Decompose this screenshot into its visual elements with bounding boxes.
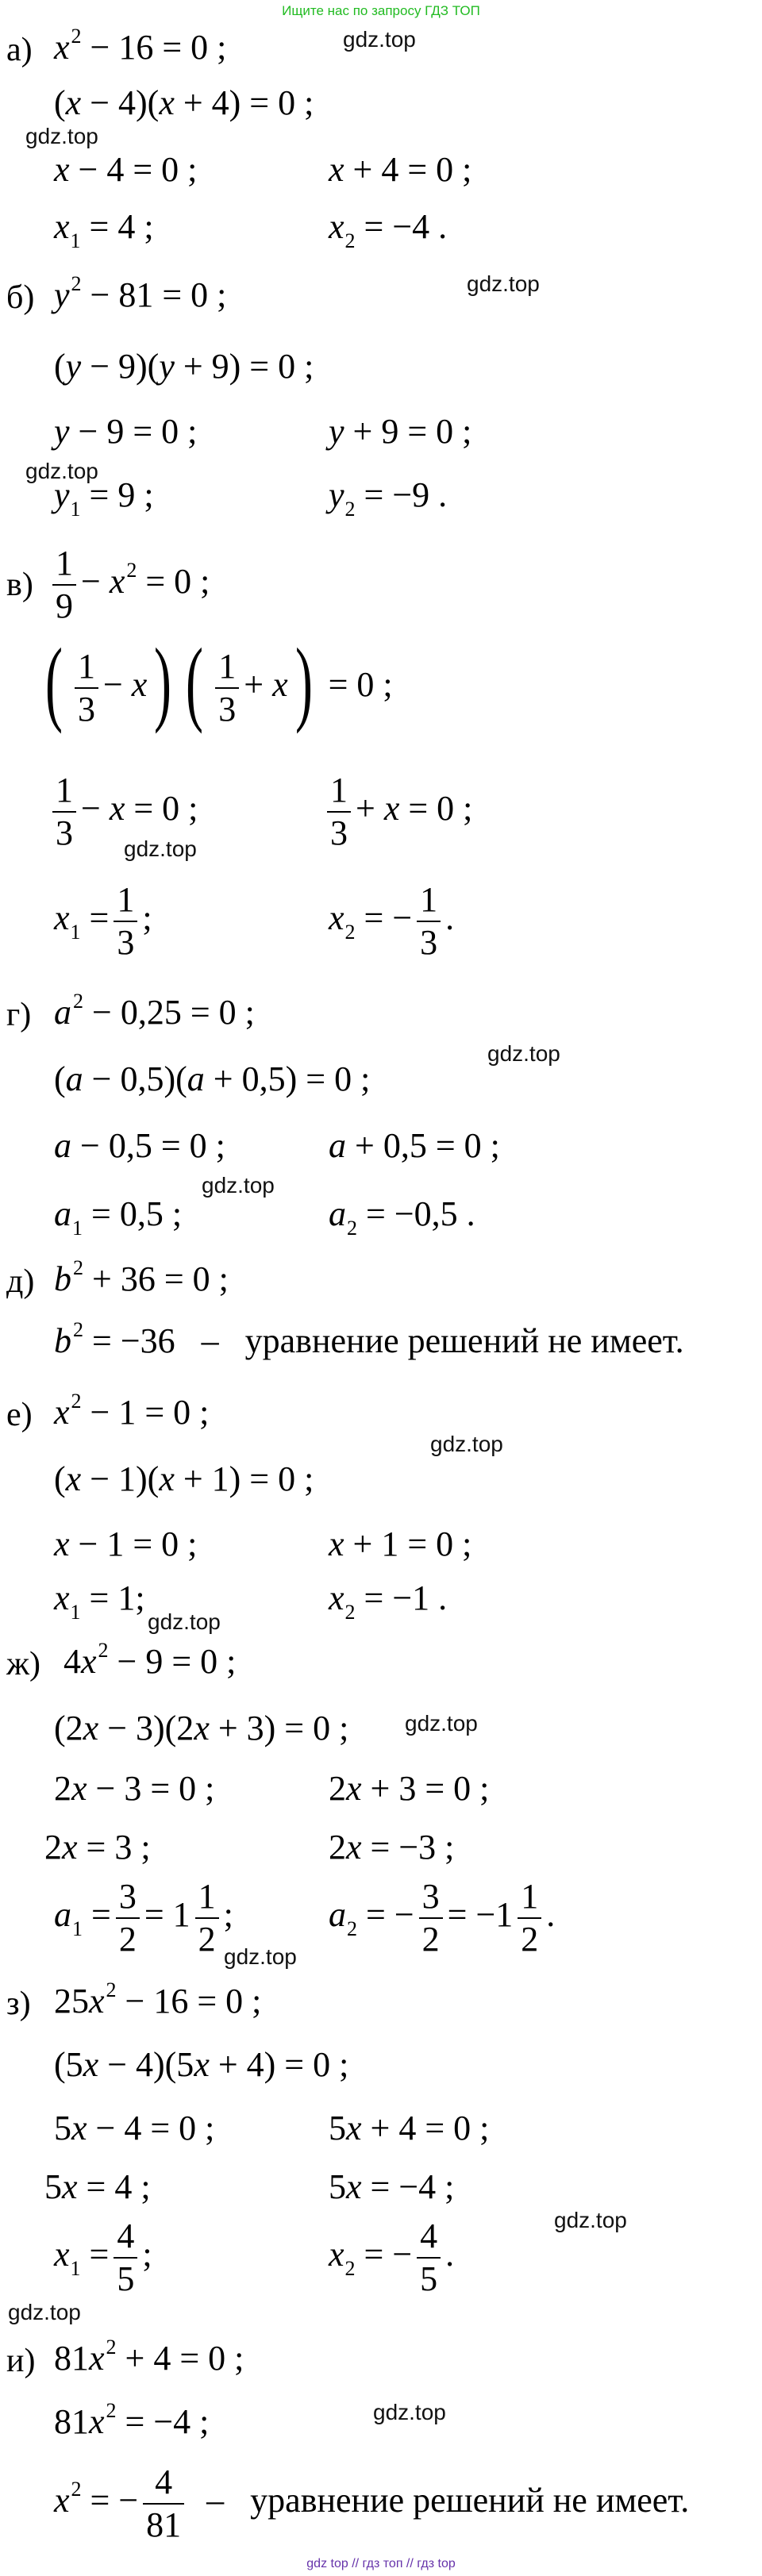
eq-z-8: $x_2$ = − $\frac{4}{5}$ . (329, 2217, 455, 2298)
eq-i-1: $81x^2 + 4 = 0$ ; (54, 2336, 244, 2378)
eq-zh-3: 2x − 3 = 0 ; (54, 1769, 215, 1808)
eq-zh-2: (2x − 3)(2x + 3) = 0 ; (54, 1709, 349, 1747)
label-a: а) (6, 32, 33, 68)
eq-a-4: x + 4 = 0 ; (329, 150, 472, 189)
eq-v-6: $x_2$ = − $\frac{1}{3}$ . (329, 880, 455, 962)
eq-v-4: $\frac{1}{3}$ + x = 0 ; (322, 773, 472, 851)
eq-d-2: $b^2 = -36$ – уравнение решений не имеет. (54, 1318, 684, 1360)
footer-watermark: gdz top // гдз топ // гдз top (306, 2557, 456, 2570)
eq-z-5: 5x = 4 ; (44, 2167, 151, 2206)
eq-a-5: $x_1 = 4$ ; (54, 207, 154, 252)
eq-b-1: $y^2 - 81 = 0$ ; (54, 272, 227, 314)
eq-z-1: $25x^2 - 16 = 0$ ; (54, 1978, 262, 2020)
eq-g-2: (a − 0,5)(a + 0,5) = 0 ; (54, 1059, 371, 1098)
label-b: б) (6, 279, 35, 316)
watermark: gdz.top (202, 1173, 275, 1198)
eq-b-3: y − 9 = 0 ; (54, 412, 198, 451)
watermark: gdz.top (343, 27, 416, 52)
watermark: gdz.top (373, 2400, 446, 2424)
label-g: г) (6, 997, 32, 1033)
label-e: е) (6, 1397, 33, 1433)
eq-e-5: $x_1 = 1$; (54, 1578, 145, 1624)
eq-e-1: $x^2 - 1 = 0$ ; (54, 1390, 210, 1432)
top-banner[interactable]: Ищите нас по запросу ГДЗ ТОП (282, 3, 480, 18)
eq-g-1: $a^2 - 0,25 = 0$ ; (54, 990, 255, 1032)
eq-z-6: 5x = −4 ; (329, 2167, 455, 2206)
eq-v-2: ( $\frac{1}{3}$ − x) ( $\frac{1}{3}$ + x) = 0 ; (44, 629, 393, 734)
eq-e-6: $x_2 = -1$ . (329, 1578, 448, 1624)
eq-a-3: x − 4 = 0 ; (54, 150, 198, 189)
watermark: gdz.top (430, 1432, 503, 1456)
eq-a-1: $x^2 - 16 = 0$ ; (54, 25, 227, 67)
label-v: в) (6, 567, 33, 603)
eq-zh-8: $a_2$ = − $\frac{3}{2}$ = −1 $\frac{1}{2}$ . (329, 1877, 556, 1959)
eq-b-6: $y_2 = -9$ . (329, 475, 448, 521)
eq-b-4: y + 9 = 0 ; (329, 412, 472, 451)
eq-g-6: $a_2 = -0,5$ . (329, 1194, 475, 1240)
eq-zh-5: 2x = 3 ; (44, 1828, 151, 1867)
eq-z-4: 5x + 4 = 0 ; (329, 2109, 490, 2147)
watermark: gdz.top (124, 836, 197, 861)
watermark: gdz.top (25, 459, 98, 483)
eq-a-2: (x − 4)(x + 4) = 0 ; (54, 83, 314, 122)
eq-v-1: $\frac{1}{9}$ − $x^2 = 0$ ; (48, 546, 210, 624)
eq-d-1: $b^2 + 36 = 0$ ; (54, 1256, 229, 1298)
eq-i-2: $81x^2 = -4$ ; (54, 2399, 210, 2441)
eq-z-3: 5x − 4 = 0 ; (54, 2109, 215, 2147)
comment-text: уравнение решений не имеет. (250, 2481, 690, 2520)
eq-v-5: $x_1$ = $\frac{1}{3}$ ; (54, 880, 152, 962)
eq-z-2: (5x − 4)(5x + 4) = 0 ; (54, 2045, 349, 2084)
eq-g-5: $a_1 = 0,5$ ; (54, 1194, 183, 1240)
watermark: gdz.top (487, 1041, 560, 1066)
eq-e-3: x − 1 = 0 ; (54, 1524, 198, 1563)
eq-b-2: (y − 9)(y + 9) = 0 ; (54, 347, 314, 386)
watermark: gdz.top (148, 1609, 221, 1634)
comment-text: уравнение решений не имеет. (244, 1321, 684, 1360)
eq-zh-7: $a_1$ = $\frac{3}{2}$ = 1 $\frac{1}{2}$ ; (54, 1877, 233, 1959)
watermark: gdz.top (405, 1711, 478, 1736)
eq-g-3: a − 0,5 = 0 ; (54, 1126, 225, 1165)
watermark: gdz.top (224, 1944, 297, 1969)
eq-zh-1: $4x^2 - 9 = 0$ ; (64, 1639, 237, 1681)
eq-v-3: $\frac{1}{3}$ − x = 0 ; (48, 773, 198, 851)
eq-zh-6: 2x = −3 ; (329, 1828, 455, 1867)
eq-e-2: (x − 1)(x + 1) = 0 ; (54, 1459, 314, 1498)
watermark: gdz.top (25, 124, 98, 148)
eq-i-3: $x^2$ = − $\frac{4}{81}$ – уравнение решений не имеет. (54, 2463, 690, 2544)
label-i: и) (6, 2343, 36, 2379)
eq-a-6: $x_2 = -4$ . (329, 207, 448, 252)
label-z: з) (6, 1986, 31, 2022)
eq-z-7: $x_1$ = $\frac{4}{5}$ ; (54, 2217, 152, 2298)
label-zh: ж) (6, 1646, 41, 1682)
eq-b-5: $y_1 = 9$ ; (54, 475, 154, 521)
watermark: gdz.top (8, 2300, 81, 2324)
eq-zh-4: 2x + 3 = 0 ; (329, 1769, 490, 1808)
eq-g-4: a + 0,5 = 0 ; (329, 1126, 500, 1165)
watermark: gdz.top (467, 271, 540, 296)
eq-e-4: x + 1 = 0 ; (329, 1524, 472, 1563)
watermark: gdz.top (554, 2208, 627, 2232)
label-d: д) (6, 1263, 35, 1300)
